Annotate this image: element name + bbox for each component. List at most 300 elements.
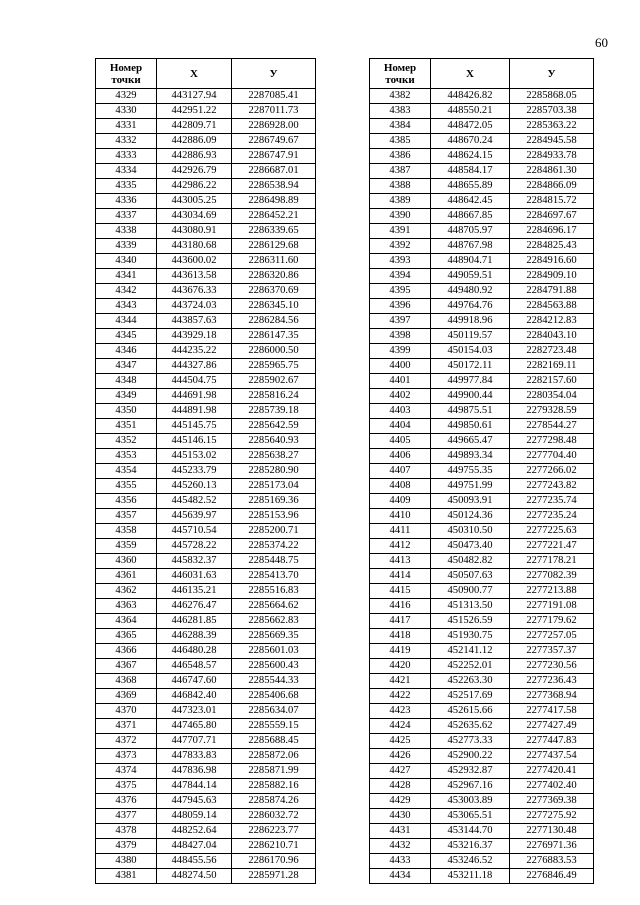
point-number-cell: 4416	[370, 599, 431, 614]
point-number-cell: 4404	[370, 419, 431, 434]
x-coordinate-cell: 444235.22	[157, 344, 232, 359]
y-coordinate-cell: 2286032.72	[232, 809, 316, 824]
x-coordinate-cell: 449764.76	[431, 299, 510, 314]
point-number-cell: 4345	[96, 329, 157, 344]
y-coordinate-cell: 2277704.40	[510, 449, 594, 464]
x-coordinate-cell: 447833.83	[157, 749, 232, 764]
x-coordinate-cell: 451930.75	[431, 629, 510, 644]
x-coordinate-cell: 452932.87	[431, 764, 510, 779]
table-row	[96, 689, 316, 704]
x-coordinate-cell: 448472.05	[431, 119, 510, 134]
y-coordinate-cell: 2284909.10	[510, 269, 594, 284]
table-row	[96, 524, 316, 539]
point-number-cell: 4418	[370, 629, 431, 644]
x-coordinate-cell: 450482.82	[431, 554, 510, 569]
point-number-cell: 4331	[96, 119, 157, 134]
table-row	[370, 479, 594, 494]
point-number-cell: 4361	[96, 569, 157, 584]
point-number-cell: 4376	[96, 794, 157, 809]
y-coordinate-cell: 2285642.59	[232, 419, 316, 434]
point-number-cell: 4379	[96, 839, 157, 854]
table-row	[96, 164, 316, 179]
y-coordinate-cell: 2276883.53	[510, 854, 594, 869]
y-coordinate-cell: 2286320.86	[232, 269, 316, 284]
y-coordinate-cell: 2277179.62	[510, 614, 594, 629]
table-row	[370, 494, 594, 509]
table-row	[96, 224, 316, 239]
point-number-cell: 4388	[370, 179, 431, 194]
y-coordinate-cell: 2285280.90	[232, 464, 316, 479]
y-coordinate-cell: 2285413.70	[232, 569, 316, 584]
y-coordinate-cell: 2285516.83	[232, 584, 316, 599]
x-coordinate-cell: 444504.75	[157, 374, 232, 389]
table-row	[370, 284, 594, 299]
x-coordinate-cell: 453211.18	[431, 869, 510, 884]
x-coordinate-cell: 445482.52	[157, 494, 232, 509]
x-coordinate-cell: 445233.79	[157, 464, 232, 479]
y-coordinate-cell: 2286170.96	[232, 854, 316, 869]
table-row	[370, 854, 594, 869]
y-coordinate-cell: 2285902.67	[232, 374, 316, 389]
x-coordinate-cell: 452635.62	[431, 719, 510, 734]
table-row	[96, 194, 316, 209]
point-number-cell: 4425	[370, 734, 431, 749]
point-number-cell: 4378	[96, 824, 157, 839]
point-number-cell: 4344	[96, 314, 157, 329]
y-coordinate-cell: 2284563.88	[510, 299, 594, 314]
point-number-cell: 4340	[96, 254, 157, 269]
x-coordinate-cell: 450119.57	[431, 329, 510, 344]
header-x: X	[431, 59, 510, 89]
point-number-cell: 4408	[370, 479, 431, 494]
y-coordinate-cell: 2285874.26	[232, 794, 316, 809]
point-number-cell: 4410	[370, 509, 431, 524]
y-coordinate-cell: 2277298.48	[510, 434, 594, 449]
point-number-cell: 4385	[370, 134, 431, 149]
table-row	[370, 839, 594, 854]
x-coordinate-cell: 448252.64	[157, 824, 232, 839]
point-number-cell: 4399	[370, 344, 431, 359]
x-coordinate-cell: 442886.09	[157, 134, 232, 149]
x-coordinate-cell: 443127.94	[157, 89, 232, 104]
x-coordinate-cell: 448655.89	[431, 179, 510, 194]
table-row	[370, 419, 594, 434]
x-coordinate-cell: 448550.21	[431, 104, 510, 119]
x-coordinate-cell: 452263.30	[431, 674, 510, 689]
x-coordinate-cell: 443724.03	[157, 299, 232, 314]
point-number-cell: 4412	[370, 539, 431, 554]
y-coordinate-cell: 2286284.56	[232, 314, 316, 329]
x-coordinate-cell: 442809.71	[157, 119, 232, 134]
table-row	[370, 734, 594, 749]
point-number-cell: 4393	[370, 254, 431, 269]
x-coordinate-cell: 443929.18	[157, 329, 232, 344]
y-coordinate-cell: 2284791.88	[510, 284, 594, 299]
x-coordinate-cell: 443005.25	[157, 194, 232, 209]
point-number-cell: 4400	[370, 359, 431, 374]
table-row	[96, 119, 316, 134]
table-row	[370, 134, 594, 149]
y-coordinate-cell: 2285374.22	[232, 539, 316, 554]
point-number-cell: 4338	[96, 224, 157, 239]
y-coordinate-cell: 2277221.47	[510, 539, 594, 554]
x-coordinate-cell: 449977.84	[431, 374, 510, 389]
point-number-cell: 4390	[370, 209, 431, 224]
x-coordinate-cell: 446281.85	[157, 614, 232, 629]
point-number-cell: 4352	[96, 434, 157, 449]
point-number-cell: 4373	[96, 749, 157, 764]
x-coordinate-cell: 453144.70	[431, 824, 510, 839]
point-number-cell: 4401	[370, 374, 431, 389]
x-coordinate-cell: 445710.54	[157, 524, 232, 539]
table-row	[370, 704, 594, 719]
table-row	[96, 869, 316, 884]
point-number-cell: 4346	[96, 344, 157, 359]
x-coordinate-cell: 442986.22	[157, 179, 232, 194]
point-number-cell: 4368	[96, 674, 157, 689]
table-row	[370, 299, 594, 314]
point-number-cell: 4370	[96, 704, 157, 719]
y-coordinate-cell: 2285971.28	[232, 869, 316, 884]
point-number-cell: 4333	[96, 149, 157, 164]
point-number-cell: 4377	[96, 809, 157, 824]
y-coordinate-cell: 2285153.96	[232, 509, 316, 524]
table-row	[96, 614, 316, 629]
header-y: У	[232, 59, 316, 89]
x-coordinate-cell: 443180.68	[157, 239, 232, 254]
table-row	[96, 734, 316, 749]
y-coordinate-cell: 2277225.63	[510, 524, 594, 539]
point-number-cell: 4329	[96, 89, 157, 104]
y-coordinate-cell: 2286498.89	[232, 194, 316, 209]
header-point-number: Номер точки	[96, 59, 157, 89]
table-row	[370, 869, 594, 884]
point-number-cell: 4419	[370, 644, 431, 659]
point-number-cell: 4407	[370, 464, 431, 479]
point-number-cell: 4392	[370, 239, 431, 254]
table-row	[96, 629, 316, 644]
x-coordinate-cell: 452517.69	[431, 689, 510, 704]
x-coordinate-cell: 446135.21	[157, 584, 232, 599]
table-row	[370, 434, 594, 449]
y-coordinate-cell: 2285634.07	[232, 704, 316, 719]
point-number-cell: 4381	[96, 869, 157, 884]
point-number-cell: 4347	[96, 359, 157, 374]
y-coordinate-cell: 2284866.09	[510, 179, 594, 194]
table-row	[96, 794, 316, 809]
point-number-cell: 4375	[96, 779, 157, 794]
point-number-cell: 4330	[96, 104, 157, 119]
x-coordinate-cell: 442886.93	[157, 149, 232, 164]
y-coordinate-cell: 2280354.04	[510, 389, 594, 404]
y-coordinate-cell: 2277420.41	[510, 764, 594, 779]
table-row	[370, 329, 594, 344]
table-row	[96, 239, 316, 254]
x-coordinate-cell: 447844.14	[157, 779, 232, 794]
x-coordinate-cell: 450310.50	[431, 524, 510, 539]
x-coordinate-cell: 446548.57	[157, 659, 232, 674]
y-coordinate-cell: 2286129.68	[232, 239, 316, 254]
x-coordinate-cell: 448642.45	[431, 194, 510, 209]
y-coordinate-cell: 2285363.22	[510, 119, 594, 134]
point-number-cell: 4335	[96, 179, 157, 194]
x-coordinate-cell: 443857.63	[157, 314, 232, 329]
table-row	[370, 794, 594, 809]
table-row	[370, 824, 594, 839]
table-row	[96, 389, 316, 404]
x-coordinate-cell: 449875.51	[431, 404, 510, 419]
table-row	[370, 164, 594, 179]
point-number-cell: 4383	[370, 104, 431, 119]
x-coordinate-cell: 446288.39	[157, 629, 232, 644]
point-number-cell: 4336	[96, 194, 157, 209]
y-coordinate-cell: 2276971.36	[510, 839, 594, 854]
point-number-cell: 4433	[370, 854, 431, 869]
y-coordinate-cell: 2286223.77	[232, 824, 316, 839]
table-row	[96, 644, 316, 659]
point-number-cell: 4343	[96, 299, 157, 314]
x-coordinate-cell: 446276.47	[157, 599, 232, 614]
x-coordinate-cell: 443676.33	[157, 284, 232, 299]
point-number-cell: 4406	[370, 449, 431, 464]
x-coordinate-cell: 453216.37	[431, 839, 510, 854]
y-coordinate-cell: 2287085.41	[232, 89, 316, 104]
point-number-cell: 4365	[96, 629, 157, 644]
table-row	[96, 554, 316, 569]
x-coordinate-cell: 452615.66	[431, 704, 510, 719]
x-coordinate-cell: 443034.69	[157, 209, 232, 224]
table-row	[370, 719, 594, 734]
x-coordinate-cell: 447707.71	[157, 734, 232, 749]
table-row	[96, 254, 316, 269]
y-coordinate-cell: 2285871.99	[232, 764, 316, 779]
table-row	[370, 224, 594, 239]
x-coordinate-cell: 446480.28	[157, 644, 232, 659]
point-number-cell: 4366	[96, 644, 157, 659]
table-row	[370, 689, 594, 704]
y-coordinate-cell: 2284815.72	[510, 194, 594, 209]
point-number-cell: 4426	[370, 749, 431, 764]
point-number-cell: 4415	[370, 584, 431, 599]
x-coordinate-cell: 448667.85	[431, 209, 510, 224]
y-coordinate-cell: 2286339.65	[232, 224, 316, 239]
table-row	[96, 659, 316, 674]
x-coordinate-cell: 443613.58	[157, 269, 232, 284]
point-number-cell: 4355	[96, 479, 157, 494]
y-coordinate-cell: 2286928.00	[232, 119, 316, 134]
x-coordinate-cell: 445146.15	[157, 434, 232, 449]
point-number-cell: 4411	[370, 524, 431, 539]
point-number-cell: 4357	[96, 509, 157, 524]
y-coordinate-cell: 2277368.94	[510, 689, 594, 704]
table-row	[370, 674, 594, 689]
y-coordinate-cell: 2277235.24	[510, 509, 594, 524]
y-coordinate-cell: 2285406.68	[232, 689, 316, 704]
y-coordinate-cell: 2285559.15	[232, 719, 316, 734]
table-row	[370, 539, 594, 554]
x-coordinate-cell: 442926.79	[157, 164, 232, 179]
y-coordinate-cell: 2277427.49	[510, 719, 594, 734]
table-row	[370, 344, 594, 359]
y-coordinate-cell: 2285448.75	[232, 554, 316, 569]
table-row	[96, 854, 316, 869]
table-row	[370, 644, 594, 659]
point-number-cell: 4409	[370, 494, 431, 509]
point-number-cell: 4356	[96, 494, 157, 509]
table-row	[96, 494, 316, 509]
x-coordinate-cell: 444891.98	[157, 404, 232, 419]
table-row	[370, 239, 594, 254]
x-coordinate-cell: 449918.96	[431, 314, 510, 329]
table-header-row	[96, 59, 316, 89]
table-row	[370, 314, 594, 329]
y-coordinate-cell: 2279328.59	[510, 404, 594, 419]
table-row	[370, 149, 594, 164]
y-coordinate-cell: 2285601.03	[232, 644, 316, 659]
table-row	[370, 209, 594, 224]
table-row	[370, 629, 594, 644]
x-coordinate-cell: 452900.22	[431, 749, 510, 764]
table-row	[96, 209, 316, 224]
table-row	[96, 284, 316, 299]
table-row	[96, 134, 316, 149]
point-number-cell: 4332	[96, 134, 157, 149]
x-coordinate-cell: 449893.34	[431, 449, 510, 464]
y-coordinate-cell: 2277082.39	[510, 569, 594, 584]
table-row	[96, 539, 316, 554]
table-row	[370, 584, 594, 599]
y-coordinate-cell: 2284212.83	[510, 314, 594, 329]
x-coordinate-cell: 445145.75	[157, 419, 232, 434]
point-number-cell: 4391	[370, 224, 431, 239]
y-coordinate-cell: 2277266.02	[510, 464, 594, 479]
table-row	[96, 299, 316, 314]
x-coordinate-cell: 448059.14	[157, 809, 232, 824]
y-coordinate-cell: 2286370.69	[232, 284, 316, 299]
table-row	[96, 329, 316, 344]
header-point-number: Номер точки	[370, 59, 431, 89]
point-number-cell: 4374	[96, 764, 157, 779]
point-number-cell: 4423	[370, 704, 431, 719]
y-coordinate-cell: 2285688.45	[232, 734, 316, 749]
point-number-cell: 4431	[370, 824, 431, 839]
point-number-cell: 4430	[370, 809, 431, 824]
x-coordinate-cell: 451313.50	[431, 599, 510, 614]
point-number-cell: 4432	[370, 839, 431, 854]
table-row	[370, 119, 594, 134]
y-coordinate-cell: 2277402.40	[510, 779, 594, 794]
table-row	[96, 674, 316, 689]
x-coordinate-cell: 449755.35	[431, 464, 510, 479]
x-coordinate-cell: 453003.89	[431, 794, 510, 809]
table-row	[96, 779, 316, 794]
x-coordinate-cell: 447945.63	[157, 794, 232, 809]
x-coordinate-cell: 444691.98	[157, 389, 232, 404]
point-number-cell: 4354	[96, 464, 157, 479]
coordinates-table-left	[95, 58, 316, 884]
point-number-cell: 4394	[370, 269, 431, 284]
header-x: X	[157, 59, 232, 89]
x-coordinate-cell: 451526.59	[431, 614, 510, 629]
y-coordinate-cell: 2285662.83	[232, 614, 316, 629]
point-number-cell: 4405	[370, 434, 431, 449]
x-coordinate-cell: 448274.50	[157, 869, 232, 884]
point-number-cell: 4339	[96, 239, 157, 254]
table-row	[96, 89, 316, 104]
table-row	[96, 404, 316, 419]
y-coordinate-cell: 2284043.10	[510, 329, 594, 344]
y-coordinate-cell: 2277447.83	[510, 734, 594, 749]
point-number-cell: 4362	[96, 584, 157, 599]
x-coordinate-cell: 449059.51	[431, 269, 510, 284]
y-coordinate-cell: 2286747.91	[232, 149, 316, 164]
x-coordinate-cell: 448584.17	[431, 164, 510, 179]
x-coordinate-cell: 448705.97	[431, 224, 510, 239]
table-row	[96, 599, 316, 614]
point-number-cell: 4417	[370, 614, 431, 629]
x-coordinate-cell: 448455.56	[157, 854, 232, 869]
point-number-cell: 4387	[370, 164, 431, 179]
y-coordinate-cell: 2285200.71	[232, 524, 316, 539]
x-coordinate-cell: 445728.22	[157, 539, 232, 554]
point-number-cell: 4422	[370, 689, 431, 704]
table-row	[370, 599, 594, 614]
point-number-cell: 4341	[96, 269, 157, 284]
table-row	[96, 344, 316, 359]
table-row	[96, 719, 316, 734]
table-row	[96, 509, 316, 524]
table-row	[96, 269, 316, 284]
x-coordinate-cell: 449480.92	[431, 284, 510, 299]
y-coordinate-cell: 2277130.48	[510, 824, 594, 839]
x-coordinate-cell: 448670.24	[431, 134, 510, 149]
y-coordinate-cell: 2286749.67	[232, 134, 316, 149]
y-coordinate-cell: 2277235.74	[510, 494, 594, 509]
x-coordinate-cell: 447323.01	[157, 704, 232, 719]
table-row	[370, 509, 594, 524]
point-number-cell: 4350	[96, 404, 157, 419]
x-coordinate-cell: 445832.37	[157, 554, 232, 569]
table-row	[370, 359, 594, 374]
y-coordinate-cell: 2285816.24	[232, 389, 316, 404]
table-row	[370, 404, 594, 419]
point-number-cell: 4428	[370, 779, 431, 794]
y-coordinate-cell: 2277191.08	[510, 599, 594, 614]
x-coordinate-cell: 445260.13	[157, 479, 232, 494]
x-coordinate-cell: 442951.22	[157, 104, 232, 119]
point-number-cell: 4398	[370, 329, 431, 344]
y-coordinate-cell: 2285638.27	[232, 449, 316, 464]
point-number-cell: 4386	[370, 149, 431, 164]
table-row	[96, 824, 316, 839]
x-coordinate-cell: 448624.15	[431, 149, 510, 164]
point-number-cell: 4348	[96, 374, 157, 389]
point-number-cell: 4434	[370, 869, 431, 884]
y-coordinate-cell: 2285965.75	[232, 359, 316, 374]
point-number-cell: 4342	[96, 284, 157, 299]
table-row	[96, 569, 316, 584]
table-header-row	[370, 59, 594, 89]
table-row	[96, 749, 316, 764]
x-coordinate-cell: 446747.60	[157, 674, 232, 689]
point-number-cell: 4414	[370, 569, 431, 584]
table-row	[96, 359, 316, 374]
table-row	[370, 764, 594, 779]
table-row	[96, 449, 316, 464]
table-row	[370, 659, 594, 674]
point-number-cell: 4402	[370, 389, 431, 404]
y-coordinate-cell: 2284945.58	[510, 134, 594, 149]
